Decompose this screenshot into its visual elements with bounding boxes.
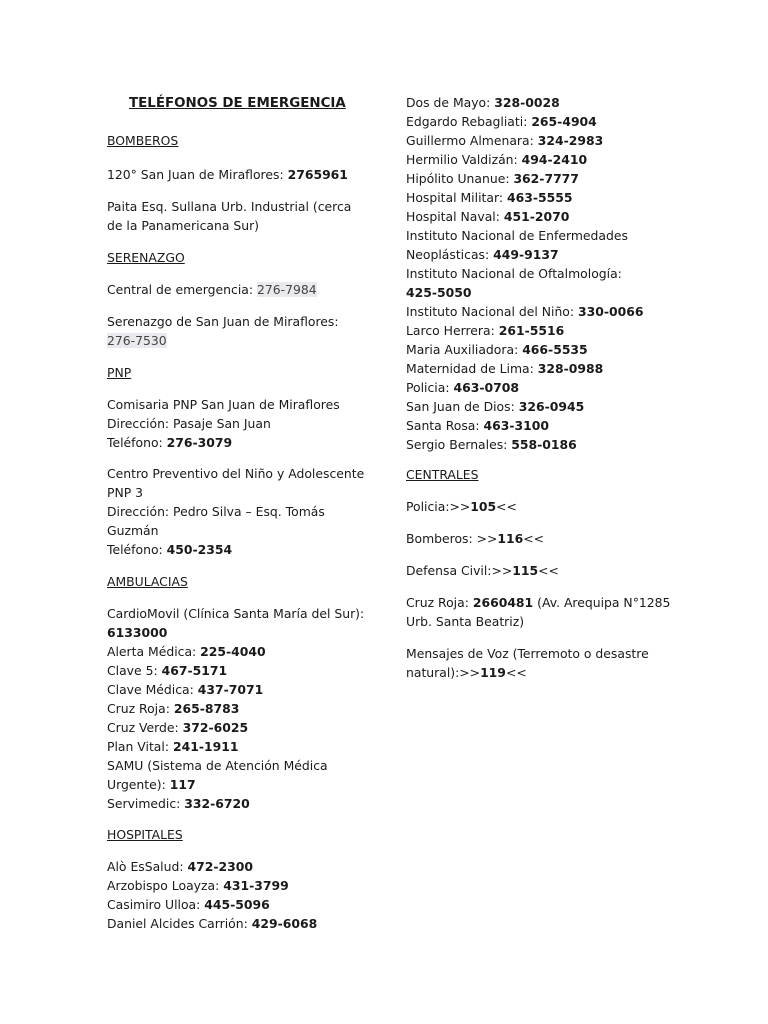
- entry-line: PNP 3: [107, 485, 144, 500]
- entry-label: Policia:: [406, 380, 454, 395]
- phone-number: 117: [169, 777, 196, 792]
- phone-number: 326-0945: [518, 399, 585, 414]
- phone-number: 466-5535: [522, 342, 588, 357]
- list-item: [107, 857, 317, 876]
- entry-label: Daniel Alcides Carrión:: [107, 916, 252, 931]
- hospitales-list-left: [107, 857, 317, 933]
- phone-number: 332-6720: [184, 796, 250, 811]
- list-item: [406, 169, 644, 188]
- list-item: [406, 321, 644, 340]
- entry-label: Teléfono:: [107, 435, 167, 450]
- page-title: TELÉFONOS DE EMERGENCIA: [129, 96, 346, 111]
- entry-suffix: <<: [496, 499, 517, 514]
- phone-number: 494-2410: [521, 152, 588, 167]
- list-item: [406, 207, 644, 226]
- entry-label: Bomberos: >>: [406, 531, 498, 546]
- phone-number: 328-0028: [494, 95, 560, 110]
- phone-number: 437-7071: [197, 682, 264, 697]
- list-item: [406, 131, 644, 150]
- entry-line: CardioMovil (Clínica Santa María del Sur):: [107, 606, 365, 621]
- entry-label: Servimedic:: [107, 796, 185, 811]
- phone-number: 463-3100: [483, 418, 549, 433]
- phone-number: 324-2983: [537, 133, 604, 148]
- phone-number: 119: [480, 665, 506, 680]
- list-item: [406, 302, 644, 321]
- centrales-defensa-civil: [406, 561, 559, 580]
- pnp-comisaria: [107, 395, 340, 452]
- list-item: [107, 661, 364, 680]
- centrales-cruz-roja: [406, 593, 670, 631]
- list-item: [406, 378, 644, 397]
- list-item: [406, 340, 644, 359]
- phone-number: 463-5555: [506, 190, 573, 205]
- phone-number: 558-0186: [511, 437, 577, 452]
- phone-number: 425-5050: [406, 285, 472, 300]
- entry-label: Hospital Naval:: [406, 209, 504, 224]
- ambulancias-list: [107, 604, 364, 813]
- list-item: [107, 876, 317, 895]
- entry-line: Comisaria PNP San Juan de Miraflores: [107, 397, 340, 412]
- list-item: [406, 359, 644, 378]
- entry-line: Centro Preventivo del Niño y Adolescente: [107, 466, 365, 481]
- phone-number: 463-0708: [453, 380, 519, 395]
- phone-number: 429-6068: [251, 916, 318, 931]
- phone-number: 115: [512, 563, 539, 578]
- section-heading-bomberos: BOMBEROS: [107, 133, 179, 148]
- entry-label: Instituto Nacional del Niño:: [406, 304, 579, 319]
- entry-line: Instituto Nacional de Enfermedades: [406, 228, 628, 243]
- list-item: [406, 93, 644, 112]
- list-item: [107, 914, 317, 933]
- phone-number: 328-0988: [537, 361, 604, 376]
- entry-label: Casimiro Ulloa:: [107, 897, 205, 912]
- phone-number: 276-3079: [166, 435, 233, 450]
- entry-label: Policia:>>: [406, 499, 471, 514]
- entry-label: Arzobispo Loayza:: [107, 878, 224, 893]
- list-item: [107, 699, 364, 718]
- entry-label: Cruz Roja:: [406, 595, 473, 610]
- phone-number: 2765961: [287, 167, 348, 182]
- entry-suffix: <<: [523, 531, 545, 546]
- entry-label: Maria Auxiliadora:: [406, 342, 523, 357]
- entry-line: Dirección: Pasaje San Juan: [107, 416, 271, 431]
- entry-label: Teléfono:: [107, 542, 167, 557]
- section-heading-serenazgo: SERENAZGO: [107, 250, 185, 265]
- list-item: [406, 112, 644, 131]
- pnp-centro-preventivo: [107, 464, 364, 559]
- list-item: [107, 895, 317, 914]
- entry-label: Hermilio Valdizán:: [406, 152, 522, 167]
- phone-number: 6133000: [107, 625, 168, 640]
- entry-label: Hipólito Unanue:: [406, 171, 514, 186]
- phone-number: 116: [497, 531, 524, 546]
- list-item: [406, 435, 644, 454]
- entry-line: Serenazgo de San Juan de Miraflores:: [107, 314, 339, 329]
- phone-number: 241-1911: [172, 739, 239, 754]
- entry-line: Mensajes de Voz (Terremoto o desastre: [406, 646, 649, 661]
- section-heading-hospitales: HOSPITALES: [107, 827, 183, 842]
- list-item: [107, 737, 364, 756]
- phone-number: 445-5096: [204, 897, 270, 912]
- entry-line: de la Panamericana Sur): [107, 218, 260, 233]
- phone-number: 449-9137: [493, 247, 559, 262]
- entry-label: Edgardo Rebagliati:: [406, 114, 532, 129]
- entry-label: Clave Médica:: [107, 682, 198, 697]
- entry-label: Hospital Militar:: [406, 190, 507, 205]
- entry-label: Dos de Mayo:: [406, 95, 495, 110]
- entry-line: SAMU (Sistema de Atención Médica: [107, 758, 328, 773]
- section-heading-pnp: PNP: [107, 365, 132, 380]
- phone-number: 265-8783: [173, 701, 240, 716]
- entry-suffix: (Av. Arequipa N°1285: [533, 595, 671, 610]
- hospitales-list-right: [406, 93, 644, 454]
- entry-label: Central de emergencia:: [107, 282, 257, 297]
- list-item: [107, 718, 364, 737]
- phone-number: 105: [470, 499, 497, 514]
- section-heading-centrales: CENTRALES: [406, 467, 479, 482]
- entry-label: Neoplásticas:: [406, 247, 494, 262]
- phone-number: 276-7530: [107, 333, 167, 348]
- entry-label: Guillermo Almenara:: [406, 133, 538, 148]
- phone-number: 276-7984: [256, 282, 317, 297]
- list-item: [406, 416, 644, 435]
- list-item: [406, 150, 644, 169]
- entry-label: Urgente):: [107, 777, 170, 792]
- phone-number: 2660481: [472, 595, 534, 610]
- entry-suffix: <<: [505, 665, 527, 680]
- entry-label: Sergio Bernales:: [406, 437, 512, 452]
- phone-number: 330-0066: [578, 304, 644, 319]
- entry-line: Instituto Nacional de Oftalmología:: [406, 266, 622, 281]
- phone-number: 265-4904: [531, 114, 597, 129]
- entry-suffix: <<: [538, 563, 559, 578]
- list-item: [406, 188, 644, 207]
- phone-number: 467-5171: [161, 663, 228, 678]
- entry-label: Alerta Médica:: [107, 644, 201, 659]
- entry-label: Plan Vital:: [107, 739, 173, 754]
- list-item: [107, 680, 364, 699]
- list-item: [406, 397, 644, 416]
- entry-label: Cruz Verde:: [107, 720, 183, 735]
- phone-number: 450-2354: [166, 542, 233, 557]
- phone-number: 362-7777: [513, 171, 579, 186]
- entry-label: Santa Rosa:: [406, 418, 484, 433]
- entry-label: natural):>>: [406, 665, 481, 680]
- section-heading-ambulancias: AMBULACIAS: [107, 574, 188, 589]
- entry-line: Urb. Santa Beatriz): [406, 614, 525, 629]
- entry-line: Guzmán: [107, 523, 159, 538]
- entry-line: Paita Esq. Sullana Urb. Industrial (cerca: [107, 199, 352, 214]
- entry-label: Clave 5:: [107, 663, 162, 678]
- phone-number: 261-5516: [498, 323, 565, 338]
- entry-label: Larco Herrera:: [406, 323, 499, 338]
- entry-label: 120° San Juan de Miraflores:: [107, 167, 288, 182]
- bomberos-entry-2: [107, 197, 351, 235]
- list-item: [107, 642, 364, 661]
- phone-number: 372-6025: [182, 720, 249, 735]
- phone-number: 472-2300: [187, 859, 253, 874]
- centrales-bomberos: [406, 529, 544, 548]
- phone-number: 451-2070: [503, 209, 570, 224]
- centrales-mensajes-voz: [406, 644, 649, 682]
- centrales-policia: [406, 497, 517, 516]
- serenazgo-entry-2: [107, 312, 339, 350]
- phone-number: 431-3799: [223, 878, 289, 893]
- bomberos-entry-1: [107, 165, 348, 184]
- entry-label: San Juan de Dios:: [406, 399, 519, 414]
- serenazgo-entry-1: [107, 280, 317, 299]
- phone-number: 225-4040: [200, 644, 266, 659]
- entry-label: Alò EsSalud:: [107, 859, 188, 874]
- entry-label: Cruz Roja:: [107, 701, 174, 716]
- entry-line: Dirección: Pedro Silva – Esq. Tomás: [107, 504, 325, 519]
- entry-label: Maternidad de Lima:: [406, 361, 538, 376]
- entry-label: Defensa Civil:>>: [406, 563, 513, 578]
